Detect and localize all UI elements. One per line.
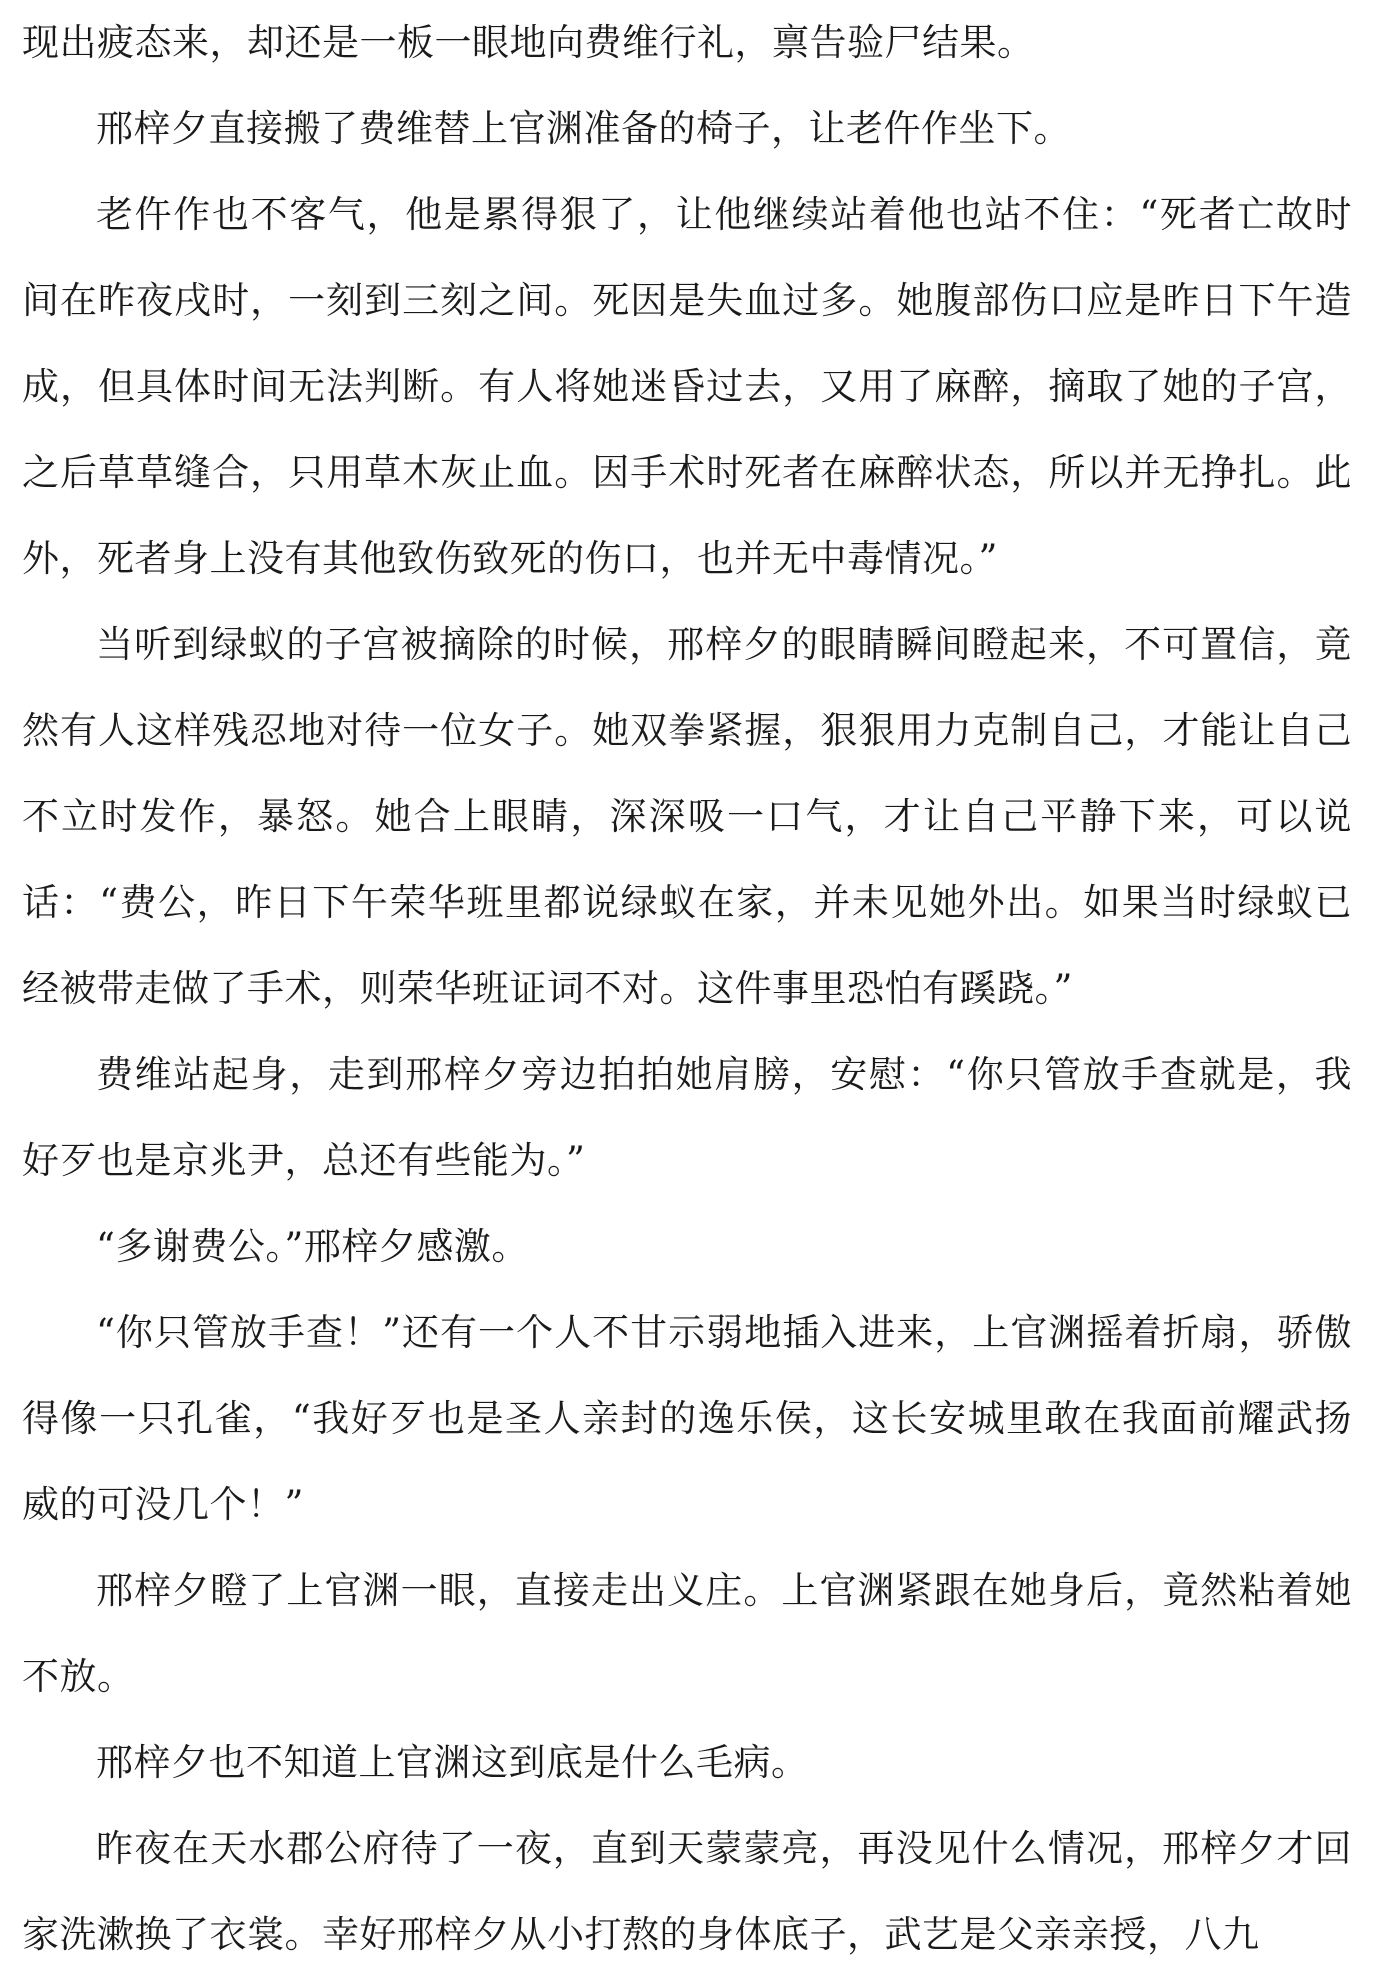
paragraph: 当听到绿蚁的子宫被摘除的时候，邢梓夕的眼睛瞬间瞪起来，不可置信，竟然有人这样残忍地对待一位女子。她双拳紧握，狠狠用力克制自己，才能让自己不立时发作，暴怒。她合上眼睛，深深吸一口气，才让自己平静下来，可以说话：“费公，昨日下午荣华班里都说绿蚁在家，并未见她外出。如果当时绿蚁已经被带走做了手术，则荣华班证词不对。这件事里恐怕有蹊跷。” xyxy=(22,623,1352,1010)
paragraph: 老仵作也不客气，他是累得狠了，让他继续站着他也站不住：“死者亡故时间在昨夜戌时，一刻到三刻之间。死因是失血过多。她腹部伤口应是昨日下午造成，但具体时间无法判断。有人将她迷昏过去，又用了麻醉，摘取了她的子宫，之后草草缝合，只用草木灰止血。因手术时死者在麻醉状态，所以并无挣扎。此外，死者身上没有其他致伤致死的伤口，也并无中毒情况。” xyxy=(22,193,1352,580)
paragraph: 邢梓夕直接搬了费维替上官渊准备的椅子，让老仵作坐下。 xyxy=(96,107,1071,150)
paragraph: “多谢费公。”邢梓夕感激。 xyxy=(96,1225,529,1268)
paragraph: 现出疲态来，却还是一板一眼地向费维行礼，禀告验尸结果。 xyxy=(22,21,1035,64)
body-text xyxy=(22,0,1352,1978)
paragraph: “你只管放手查！”还有一个人不甘示弱地插入进来，上官渊摇着折扇，骄傲得像一只孔雀，“我好歹也是圣人亲封的逸乐侯，这长安城里敢在我面前耀武扬威的可没几个！” xyxy=(22,1311,1352,1526)
paragraph: 邢梓夕瞪了上官渊一眼，直接走出义庄。上官渊紧跟在她身后，竟然粘着她不放。 xyxy=(22,1569,1352,1698)
paragraph: 费维站起身，走到邢梓夕旁边拍拍她肩膀，安慰：“你只管放手查就是，我好歹也是京兆尹，总还有些能为。” xyxy=(22,1053,1352,1182)
paragraph: 昨夜在天水郡公府待了一夜，直到天蒙蒙亮，再没见什么情况，邢梓夕才回家洗漱换了衣裳。幸好邢梓夕从小打熬的身体底子，武艺是父亲亲授，八九 xyxy=(22,1827,1352,1956)
paragraph: 邢梓夕也不知道上官渊这到底是什么毛病。 xyxy=(96,1741,809,1784)
